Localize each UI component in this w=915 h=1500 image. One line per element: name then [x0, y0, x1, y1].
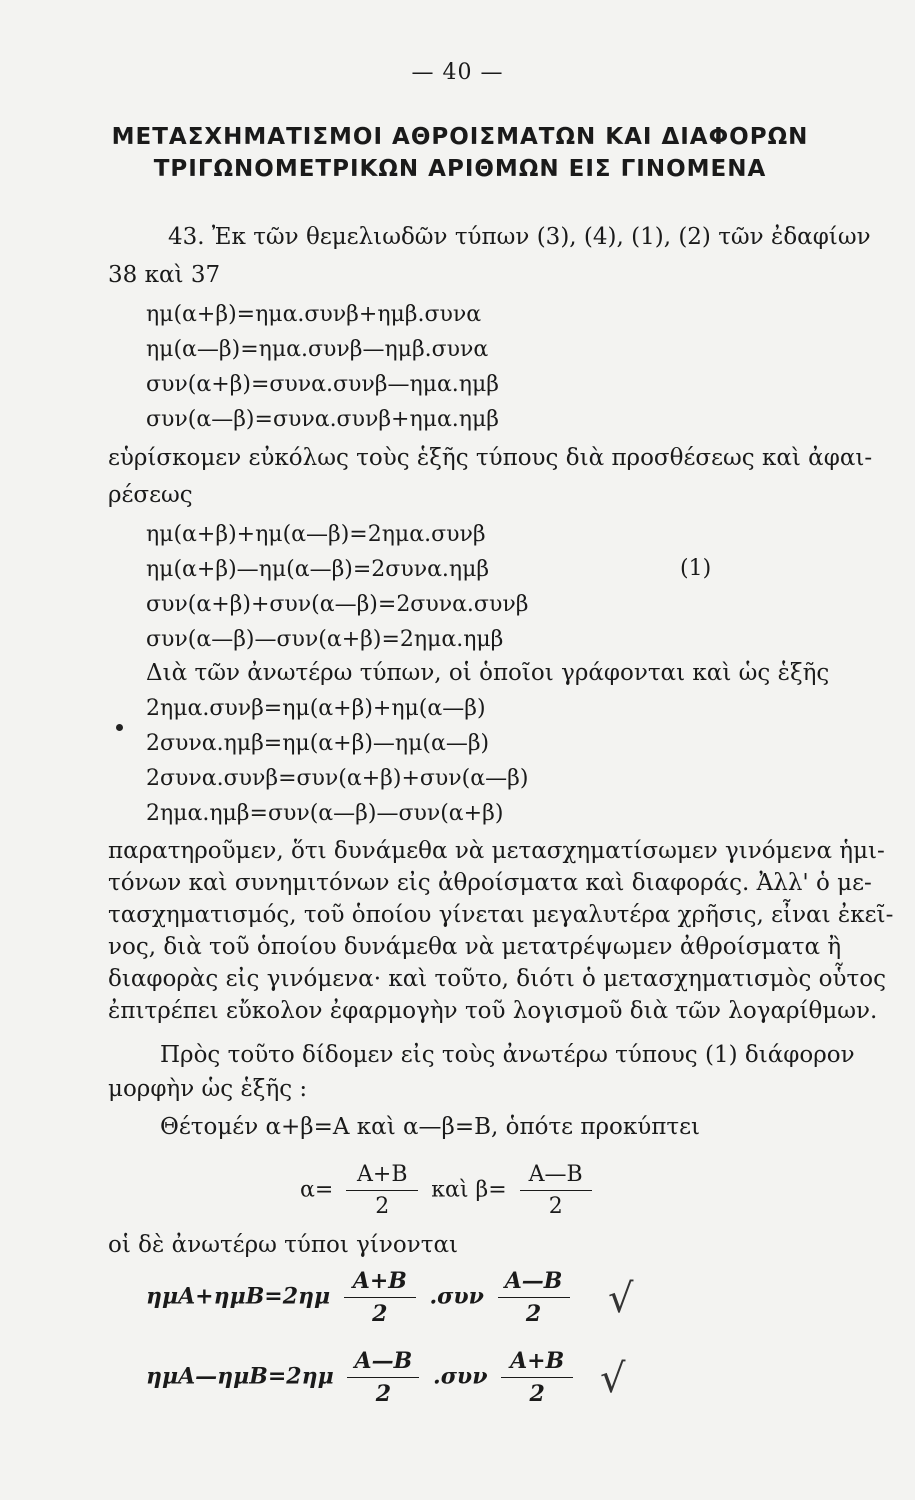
sum-formula-2: ημ(α+β)—ημ(α—β)=2συνα.ημβ: [146, 557, 490, 582]
chapter-title-line2: ΤΡΙΓΩΝΟΜΕΤΡΙΚΩΝ ΑΡΙΘΜΩΝ ΕΙΣ ΓΙΝΟΜΕΝΑ: [153, 156, 767, 182]
final2-lhs: ημΑ—ημΒ=2ημ: [146, 1363, 334, 1390]
paragraph1-line1: παρατηροῦμεν, ὅτι δυνάμεθα νὰ μετασχηματίσωμεν γινόμενα ἡμι-: [108, 838, 885, 864]
chapter-title-line1: ΜΕΤΑΣΧΗΜΑΤΙΣΜΟΙ ΑΘΡΟΙΣΜΑΤΩΝ ΚΑΙ ΔΙΑΦΟΡΩΝ: [111, 124, 809, 150]
paragraph1-line6: ἐπιτρέπει εὔκολον ἐφαρμογὴν τοῦ λογισμοῦ διὰ τῶν λογαρίθμων.: [108, 998, 878, 1024]
beta-lhs: β=: [475, 1177, 507, 1203]
alpha-denominator: 2: [375, 1194, 390, 1219]
final1-frac2-den: 2: [525, 1301, 542, 1327]
base-formula-3: συν(α+β)=συνα.συνβ—ημα.ημβ: [146, 372, 499, 397]
check-mark-1: √: [608, 1276, 634, 1322]
alpha-lhs: α=: [300, 1177, 334, 1203]
beta-fraction: [520, 1162, 592, 1219]
alpha-beta-formula: [300, 1162, 598, 1219]
paragraph2-line1: Πρὸς τοῦτο δίδομεν εἰς τοὺς ἀνωτέρω τύπους (1) διάφορον: [160, 1042, 855, 1068]
product-formula-2: 2συνα.ημβ=ημ(α+β)—ημ(α—β): [146, 731, 490, 756]
beta-denominator: 2: [548, 1194, 563, 1219]
paragraph1-line3: τασχηματισμός, τοῦ ὁποίου γίνεται μεγαλυτέρα χρῆσις, εἶναι ἐκεῖ-: [108, 902, 894, 928]
final1-frac1-num: Α+Β: [344, 1268, 416, 1298]
final1-frac1-den: 2: [372, 1301, 388, 1327]
alpha-numerator: Α+Β: [346, 1162, 418, 1191]
base-formula-2: ημ(α—β)=ημα.συνβ—ημβ.συνα: [146, 337, 489, 362]
page-number: — 40 —: [411, 60, 504, 85]
final2-fraction1: [347, 1348, 419, 1407]
paragraph1-line4: νος, διὰ τοῦ ὁποίου δυνάμεθα νὰ μετατρέψωμεν ἀθροίσματα ἢ: [108, 934, 842, 960]
sum-formula-4: συν(α—β)—συν(α+β)=2ημα.ημβ: [146, 627, 504, 652]
sum-formula-3: συν(α+β)+συν(α—β)=2συνα.συνβ: [146, 592, 529, 617]
find-line1: εὑρίσκομεν εὐκόλως τοὺς ἑξῆς τύπους διὰ προσθέσεως καὶ ἀφαι-: [108, 445, 873, 471]
final2-frac2-den: 2: [529, 1381, 545, 1407]
paragraph1-line2: τόνων καὶ συνημιτόνων εἰς ἀθροίσματα καὶ διαφοράς. Ἀλλ' ὁ με-: [108, 870, 872, 896]
final2-frac2-num: Α+Β: [501, 1348, 573, 1378]
final-formula-1: [146, 1268, 576, 1327]
sum-formula-1: ημ(α+β)+ημ(α—β)=2ημα.συνβ: [146, 522, 486, 547]
final1-fraction1: [344, 1268, 416, 1327]
equation-tag-1: (1): [680, 556, 712, 581]
final-formula-2: [146, 1348, 579, 1407]
final1-frac2-num: Α—Β: [498, 1268, 570, 1298]
and-word: καὶ: [431, 1177, 469, 1203]
become-line: οἱ δὲ ἀνωτέρω τύποι γίνονται: [108, 1232, 459, 1258]
paragraph2-line2: μορφὴν ὡς ἑξῆς :: [108, 1076, 308, 1102]
beta-numerator: Α—Β: [520, 1162, 592, 1191]
final1-lhs: ημΑ+ημΒ=2ημ: [146, 1283, 331, 1310]
product-formula-4: 2ημα.ημβ=συν(α—β)—συν(α+β): [146, 801, 504, 826]
final1-fraction2: [498, 1268, 570, 1327]
final2-frac1-num: Α—Β: [347, 1348, 419, 1378]
margin-dot: [116, 724, 123, 731]
product-formula-3: 2συνα.συνβ=συν(α+β)+συν(α—β): [146, 766, 529, 791]
find-line2: ρέσεως: [108, 482, 193, 508]
base-formula-4: συν(α—β)=συνα.συνβ+ημα.ημβ: [146, 407, 499, 432]
check-mark-2: √: [600, 1356, 626, 1402]
final2-fraction2: [501, 1348, 573, 1407]
base-formula-1: ημ(α+β)=ημα.συνβ+ημβ.συνα: [146, 302, 482, 327]
paragraph1-line5: διαφορὰς εἰς γινόμενα· καὶ τοῦτο, διότι ὁ μετασχηματισμὸς οὗτος: [108, 966, 886, 992]
final2-mid: .συν: [433, 1363, 488, 1390]
product-formula-1: 2ημα.συνβ=ημ(α+β)+ημ(α—β): [146, 696, 486, 721]
final2-frac1-den: 2: [375, 1381, 392, 1407]
intro-line1: 43. Ἐκ τῶν θεμελιωδῶν τύπων (3), (4), (1), (2) τῶν ἐδαφίων: [168, 224, 871, 250]
intro-line2: 38 καὶ 37: [108, 262, 221, 288]
final1-mid: .συν: [429, 1283, 484, 1310]
alpha-fraction: [346, 1162, 418, 1219]
setting-line: Θέτομέν α+β=Α καὶ α—β=Β, ὁπότε προκύπτει: [160, 1114, 701, 1140]
via-line: Διὰ τῶν ἀνωτέρω τύπων, οἱ ὁποῖοι γράφονται καὶ ὡς ἑξῆς: [146, 660, 830, 686]
